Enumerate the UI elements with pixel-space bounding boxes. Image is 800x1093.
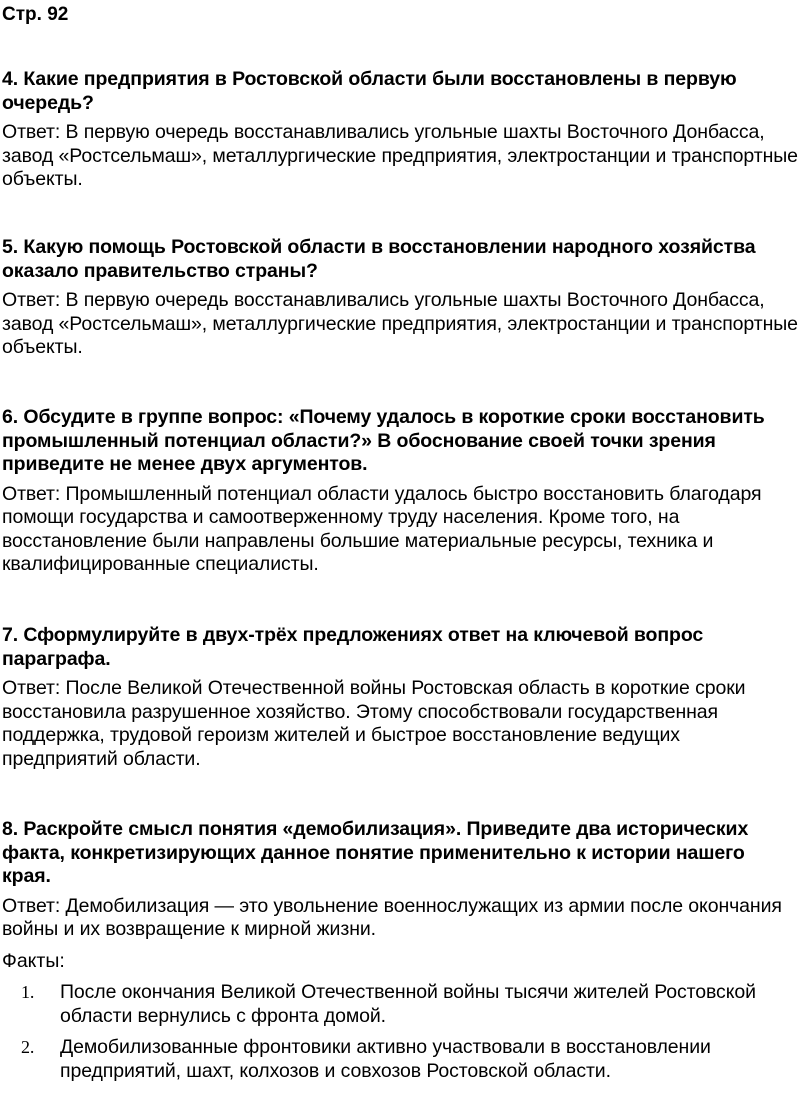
answer-4: Ответ: В первую очередь восстанавливались угольные шахты Восточного Донбасса, завод «Ростсельмаш», металлургические предприятия, электростанции и транспортные объекты. bbox=[2, 121, 798, 190]
question-7: 7. Сформулируйте в двух-трёх предложениях ответ на ключевой вопрос параграфа. bbox=[2, 624, 704, 670]
answer-5: Ответ: В первую очередь восстанавливались угольные шахты Восточного Донбасса, завод «Ростсельмаш», металлургические предприятия, электростанции и транспортные объекты. bbox=[2, 289, 798, 358]
question-6: 6. Обсудите в группе вопрос: «Почему удалось в короткие сроки восстановить промышленный потенциал области?» В обоснование своей точки зрения приведите не менее двух аргументов. bbox=[2, 406, 765, 475]
question-4: 4. Какие предприятия в Ростовской области были восстановлены в первую очередь? bbox=[2, 68, 737, 114]
facts-list bbox=[2, 981, 798, 1083]
list-item-text: Демобилизованные фронтовики активно участвовали в восстановлении предприятий, шахт, колхозов и совхозов Ростовской области. bbox=[60, 1036, 711, 1082]
qa-block-6 bbox=[2, 406, 798, 577]
answer-6: Ответ: Промышленный потенциал области удалось быстро восстановить благодаря помощи государства и самоотверженному труду населения. Кроме того, на восстановление были направлены большие материальные ресурсы, техника и квалифицированные специалисты. bbox=[2, 482, 762, 575]
question-8: 8. Раскройте смысл понятия «демобилизация». Приведите два исторических факта, конкретизирующих данное понятие применительно к истории нашего края. bbox=[2, 818, 749, 887]
qa-block-4 bbox=[2, 68, 798, 192]
answer-8: Ответ: Демобилизация — это увольнение военнослужащих из армии после окончания войны и их возвращение к мирной жизни. bbox=[2, 894, 782, 940]
question-5: 5. Какую помощь Ростовской области в восстановлении народного хозяйства оказало правительство страны? bbox=[2, 236, 756, 282]
list-item-number: 2. bbox=[21, 1037, 35, 1057]
page-number: Стр. 92 bbox=[2, 4, 69, 25]
list-item-number: 1. bbox=[21, 982, 35, 1002]
facts-label: Факты: bbox=[2, 949, 65, 972]
qa-block-7 bbox=[2, 624, 798, 771]
list-item bbox=[2, 981, 798, 1028]
list-item bbox=[2, 1036, 798, 1083]
answer-7: Ответ: После Великой Отечественной войны Ростовская область в короткие сроки восстановила разрушенное хозяйство. Этому способствовали государственная поддержка, трудовой героизм жителей и быстрое восстановление ведущих предприятий области. bbox=[2, 677, 746, 770]
qa-block-8 bbox=[2, 818, 798, 1091]
list-item-text: После окончания Великой Отечественной войны тысячи жителей Ростовской области вернулись с фронта домой. bbox=[60, 981, 756, 1027]
qa-block-5 bbox=[2, 236, 798, 360]
